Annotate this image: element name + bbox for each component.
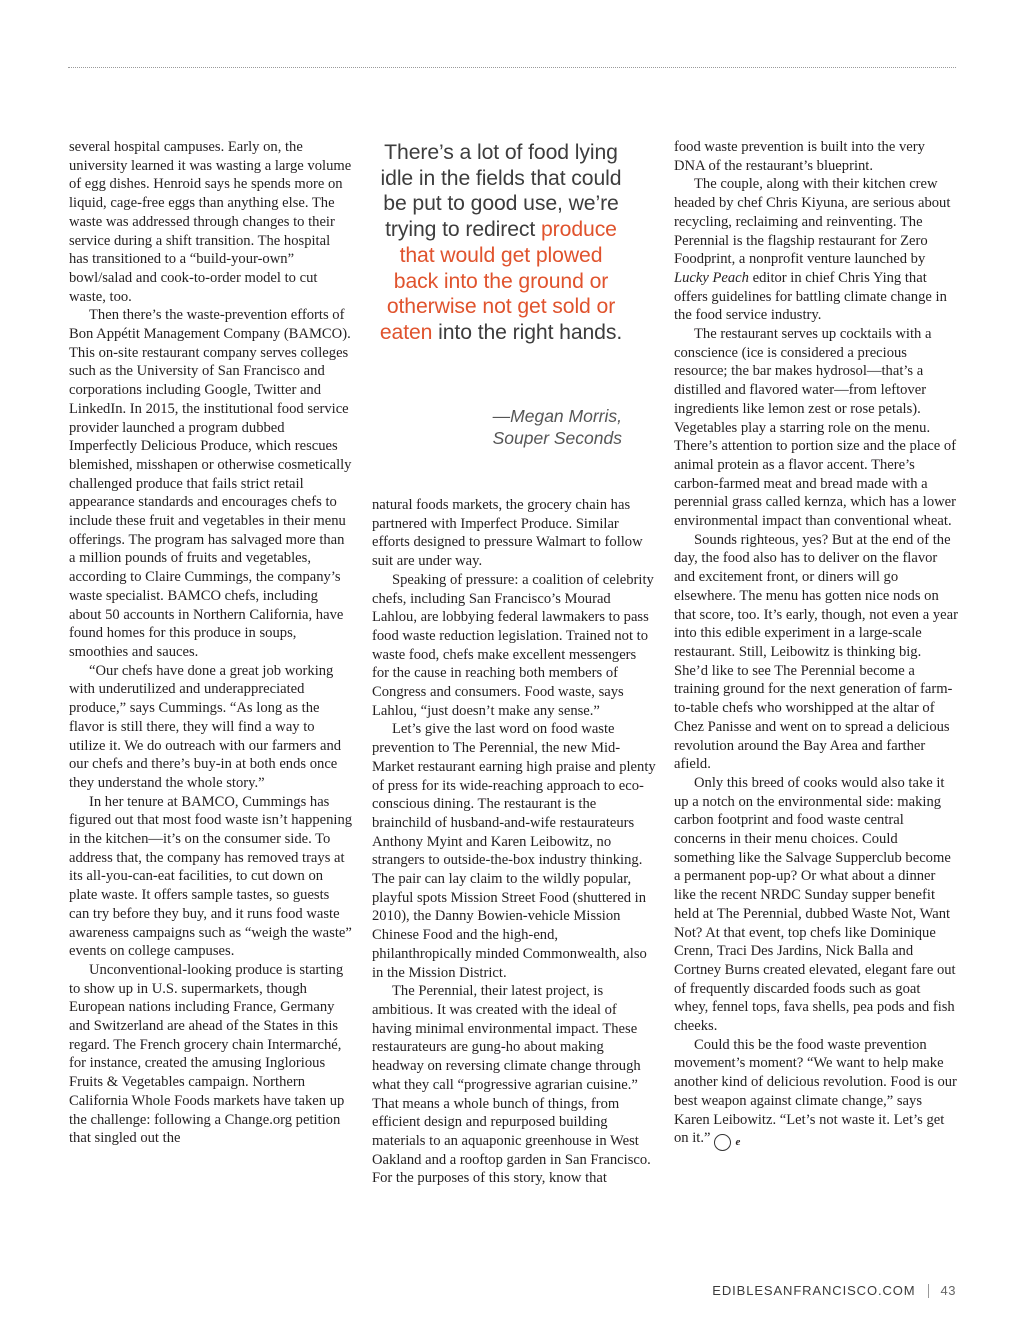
- paragraph-text: The couple, along with their kitchen crew headed by chef Chris Kiyuna, are serious about recycling, reclaiming and reinventing. The Perennial is the flagship restaurant for Zero Foodprint, a nonprofit venture launched by: [674, 176, 951, 268]
- pull-quote-highlight: produce that would get plowed back into the ground or otherwise not get sold or eaten: [379, 218, 617, 344]
- paragraph: Let’s give the last word on food waste prevention to The Perennial, the new Mid-Market restaurant earning high praise and plenty of press for its wide-reaching approach to eco-conscious dining. The restaurant is the brainchild of husband-and-wife restaurateurs Anthony Myint and Karen Leibowitz, no strangers to outside-the-box industry thinking. The pair can lay claim to the wildly popular, playful spots Mission Street Food (shuttered in 2010), the Danny Bowien-vehicle Mission Chinese Food and the high-end, philanthropically minded Commonwealth, also in the Mission District.: [372, 721, 656, 981]
- magazine-title: Lucky Peach: [674, 269, 749, 286]
- paragraph: natural foods markets, the grocery chain has partnered with Imperfect Produce. Similar efforts designed to pressure Walmart to follow suit are under way.: [372, 497, 643, 570]
- attribution-name: —Megan Morris,: [492, 406, 622, 426]
- pull-quote: [376, 140, 626, 346]
- paragraph: Speaking of pressure: a coalition of celebrity chefs, including San Francisco’s Mourad Lahlou, are lobbying federal lawmakers to pass food waste reduction legislation. Trained not to waste food, chefs make excellent messengers for the cause in reaching both members of Congress and consumers. Food waste, says Lahlou, “just doesn’t make any sense.”: [372, 571, 654, 719]
- paragraph: Unconventional-looking produce is starting to show up in U.S. supermarkets, though European nations including France, Germany and Switzerland are ahead of the States in this regard. The French grocery chain Intermarché, for instance, created the amusing Inglorious Fruits & Vegetables campaign. Northern California Whole Foods markets have taken up the challenge: following a Change.org petition that singled out the: [69, 961, 345, 1147]
- pull-quote-attribution: [376, 406, 622, 449]
- paragraph: The restaurant serves up cocktails with a conscience (ice is considered a precious resource; the bar makes hydrosol—that’s a distilled and flavored water—from leftover ingredients like lemon zest or rose petals). Vegetables play a starring role on the menu. There’s attention to portion size and the place of animal protein as a flavor accent. There’s carbon-farmed meat and bread made with a perennial grass called kernza, which has a lower environmental impact than conventional wheat.: [674, 326, 957, 530]
- end-mark-icon: e: [714, 1134, 731, 1151]
- paragraph: Then there’s the waste-prevention efforts of Bon Appétit Management Company (BAMCO). This on-site restaurant company serves colleges such as the University of San Francisco and corporations including Google, Twitter and LinkedIn. In 2015, the institutional food service provider launched a program dubbed Imperfectly Delicious Produce, which rescues blemished, misshapen or otherwise cosmetically challenged produce that fails strict retail appearance standards and encourages chefs to include these fruit and vegetables in their menu offerings. The program has salvaged more than a million pounds of fruits and vegetables, according to Claire Cummings, the company’s waste specialist. BAMCO chefs, including about 50 accounts in Northern California, have found homes for this produce in soups, smoothies and sauces.: [69, 307, 352, 660]
- article-column-2: [372, 496, 656, 1188]
- paragraph: Only this breed of cooks would also take it up a notch on the environmental side: making carbon footprint and food waste central concerns in their menu choices. Could something like the Salvage Supperclub become a permanent pop-up? Or what about a dinner like the recent NRDC Sunday supper benefit held at The Perennial, dubbed Waste Not, Want Not? At that event, top chefs like Dominique Crenn, Traci Des Jardins, Nick Balla and Cortney Burns created elevated, elegant fare out of frequently discarded foods such as goat whey, fennel tops, fava shells, pea pods and fish cheeks.: [674, 774, 956, 1035]
- page-number: 43: [940, 1283, 956, 1298]
- top-dotted-rule: [68, 67, 956, 68]
- paragraph-text: editor in chief Chris Ying that offers guidelines for battling climate change in the food service industry.: [674, 269, 947, 324]
- paragraph: “Our chefs have done a great job working with underutilized and underappreciated produce,” says Cummings. “As long as the flavor is still there, they will find a way to utilize it. We do outreach with our farmers and our chefs and there’s buy-in at both ends once they understand the whole story.”: [69, 662, 342, 791]
- paragraph: [674, 1036, 958, 1152]
- paragraph: Sounds righteous, yes? But at the end of the day, the food also has to deliver on the flavor and excitement front, or diners will go elsewhere. The menu has gotten nice nods on that score, too. It’s early, though, not even a year into this edible experiment in a large-scale restaurant. Still, Leibowitz is thinking big. She’d like to see The Perennial become a training ground for the next generation of farm-to-table chefs who worshipped at the altar of Chez Panisse and went on to spread a delicious revolution around the Bay Area and farther afield.: [674, 531, 958, 773]
- article-column-3: [674, 138, 958, 1151]
- paragraph: several hospital campuses. Early on, the university learned it was wasting a large volume of egg dishes. Henroid says he spends more on liquid, cage-free eggs than anything else. The waste was addressed through changes to their service during a shift transition. The hospital has transitioned to a “build-your-own” bowl/salad and cook-to-order model to cut waste, too.: [69, 139, 352, 305]
- page-footer: [712, 1283, 956, 1298]
- paragraph-text: Could this be the food waste prevention movement’s moment? “We want to help make another kind of delicious revolution. Food is our best weapon against climate change,” says Karen Leibowitz. “Let’s not waste it. Let’s get on it.”: [674, 1036, 957, 1147]
- pull-quote-text: There’s a lot of food lying idle in the fields that could be put to good use, we’re trying to redirect: [380, 141, 622, 242]
- pull-quote-text-end: into the right hands.: [432, 320, 623, 344]
- paragraph: [674, 175, 958, 325]
- article-column-1: [69, 138, 353, 1148]
- paragraph: The Perennial, their latest project, is ambitious. It was created with the ideal of having minimal environmental impact. These restaurateurs are gung-ho about making headway on reversing climate change through what they call “progressive agrarian cuisine.” That means a whole bunch of things, from efficient design and repurposed building materials to an aquaponic greenhouse in West Oakland and a rooftop garden in San Francisco. For the purposes of this story, know that: [372, 983, 651, 1187]
- paragraph: food waste prevention is built into the very DNA of the restaurant’s blueprint.: [674, 139, 925, 174]
- footer-site-url: EDIBLESANFRANCISCO.COM: [712, 1283, 916, 1298]
- paragraph: In her tenure at BAMCO, Cummings has figured out that most food waste isn’t happening in the kitchen—it’s on the consumer side. To address that, the company has removed trays at its all-you-can-eat facilities, to cut down on plate waste. It offers sample tastes, so guests can try before they buy, and it runs food waste awareness campaigns such as “weigh the waste” events on college campuses.: [69, 793, 353, 960]
- attribution-org: Souper Seconds: [492, 427, 622, 448]
- footer-divider: [928, 1284, 929, 1298]
